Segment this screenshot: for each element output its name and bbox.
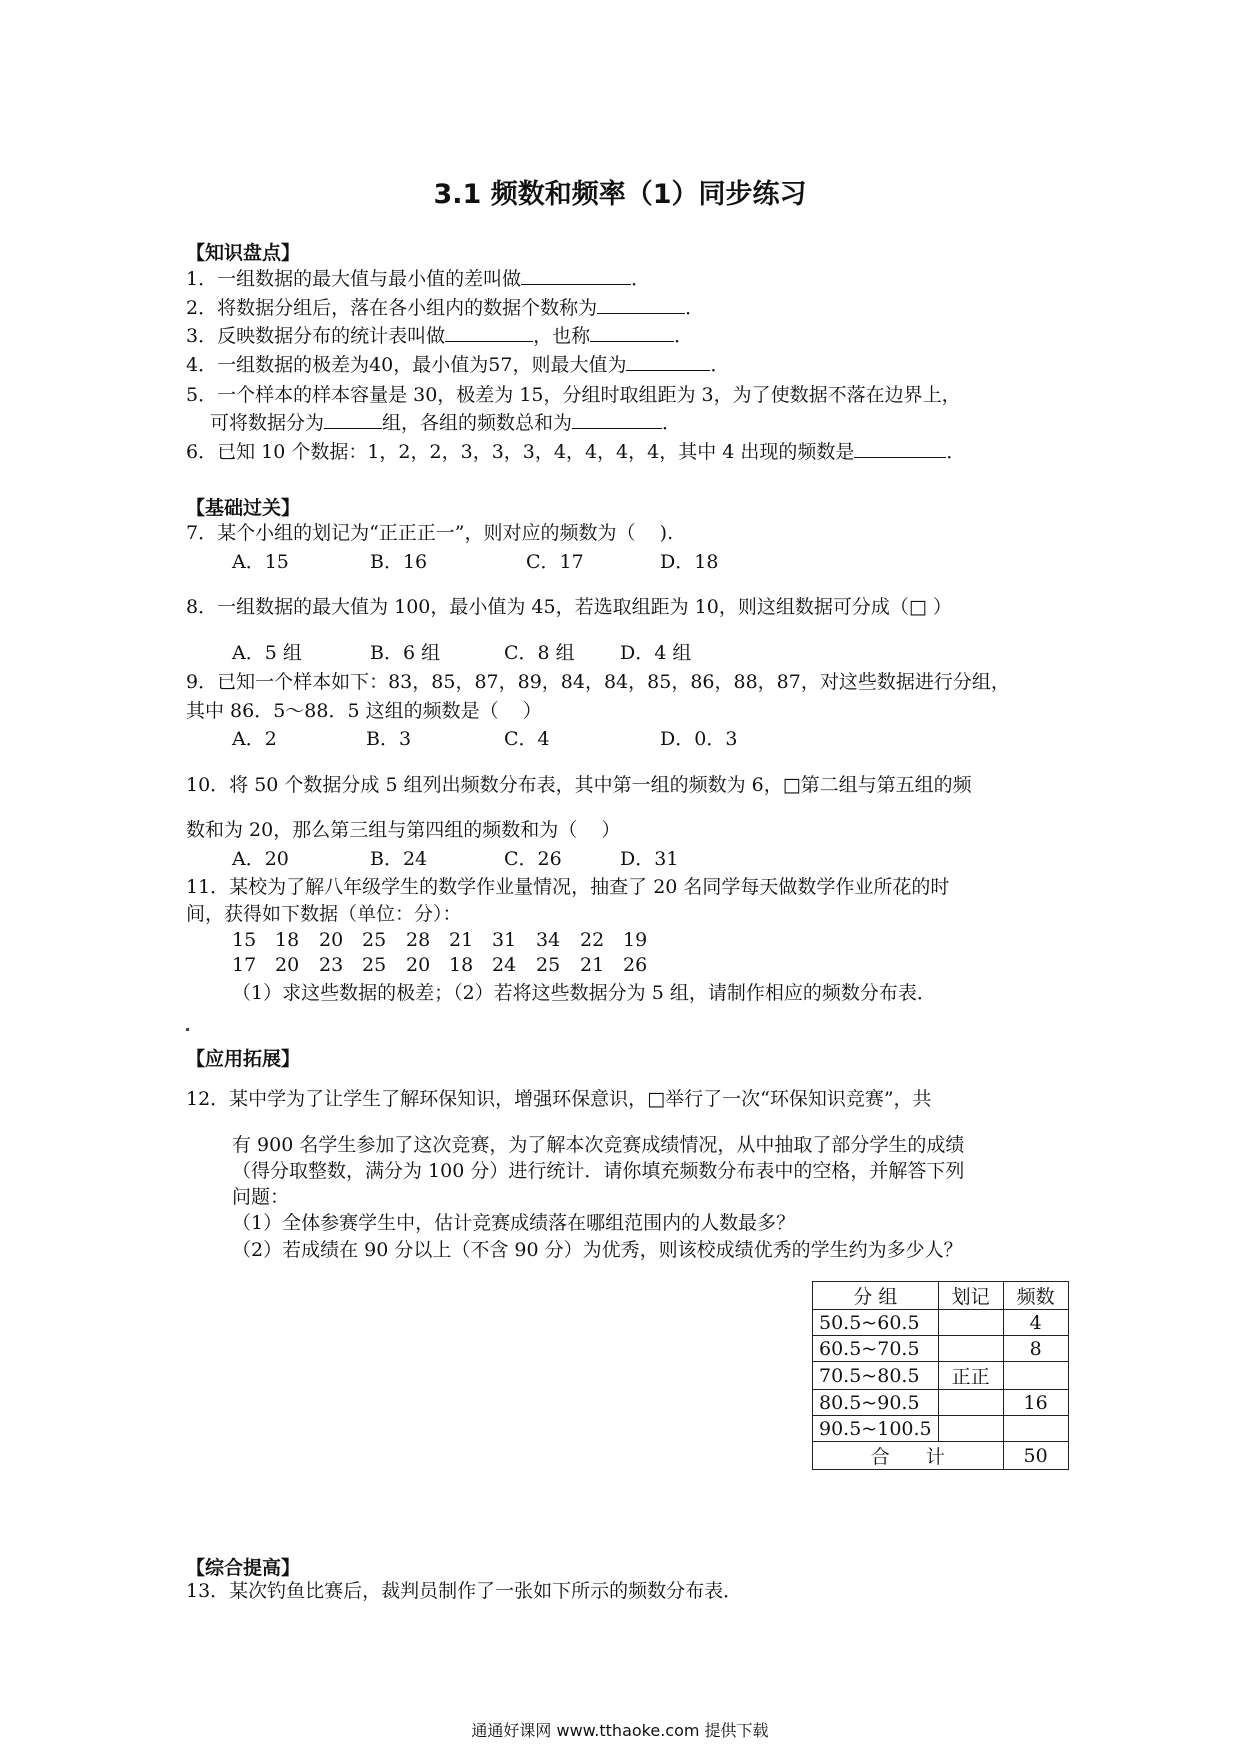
data-value: 25	[536, 954, 561, 976]
total-label: 合 计	[813, 1442, 1004, 1470]
data-value: 17	[232, 954, 257, 976]
frequency-cell: 8	[1003, 1336, 1068, 1362]
answer-blank	[445, 340, 533, 342]
question-12-line-6: （2）若成绩在 90 分以上（不含 90 分）为优秀，则该校成绩优秀的学生约为多少人？	[232, 1239, 963, 1261]
table-row	[813, 1390, 1069, 1416]
frequency-cell	[1003, 1362, 1068, 1390]
answer-blank	[597, 312, 685, 314]
question-11-line-1: 11．某校为了解八年级学生的数学作业量情况，抽查了 20 名同学每天做数学作业所花的时	[186, 876, 950, 898]
table-header-row	[813, 1282, 1069, 1310]
question-2-text: 2．将数据分组后，落在各小组内的数据个数称为	[186, 297, 598, 319]
column-header-tally: 划记	[938, 1282, 1003, 1310]
question-7: 7．某个小组的划记为“正正正一”，则对应的频数为（ ).	[186, 522, 674, 544]
data-value: 34	[536, 929, 561, 951]
data-value: 25	[362, 954, 387, 976]
tally-cell	[938, 1390, 1003, 1416]
question-11-line-3: （1）求这些数据的极差；（2）若将这些数据分为 5 组，请制作相应的频数分布表．	[232, 982, 936, 1004]
answer-blank	[590, 340, 674, 342]
data-value: 21	[449, 929, 474, 951]
question-2: 2．将数据分组后，落在各小组内的数据个数称为 ．	[186, 297, 705, 319]
data-value: 24	[492, 954, 517, 976]
section-heading-knowledge: 【知识盘点】	[186, 242, 301, 264]
option-b: B．3	[366, 728, 412, 750]
data-value: 21	[580, 954, 605, 976]
question-12-line-4: 问题：	[232, 1186, 290, 1208]
data-value: 19	[623, 929, 648, 951]
option-b: B．6 组	[370, 642, 441, 664]
question-10-line-2: 数和为 20，那么第三组与第四组的频数和为（ ）	[186, 819, 621, 841]
question-6: 6．已知 10 个数据：1，2，2，3，3，3，4，4，4，4，其中 4 出现的频数是 ．	[186, 441, 966, 463]
data-value: 20	[406, 954, 431, 976]
question-8: 8．一组数据的最大值为 100，最小值为 45，若选取组距为 10，则这组数据可分成（□ ）	[186, 596, 952, 618]
frequency-table	[812, 1281, 1069, 1470]
data-value: 28	[406, 929, 431, 951]
scan-mark	[186, 1028, 189, 1031]
answer-blank	[521, 283, 631, 285]
data-value: 31	[492, 929, 517, 951]
group-cell: 80.5~90.5	[813, 1390, 939, 1416]
section-heading-comprehensive: 【综合提高】	[186, 1557, 301, 1579]
question-12-line-2: 有 900 名学生参加了这次竞赛，为了解本次竞赛成绩情况，从中抽取了部分学生的成绩	[232, 1134, 965, 1156]
data-value: 23	[319, 954, 344, 976]
table-total-row	[813, 1442, 1069, 1470]
answer-blank	[324, 427, 382, 429]
question-6-text: 6．已知 10 个数据：1，2，2，3，3，3，4，4，4，4，其中 4 出现的频数是	[186, 441, 855, 463]
option-d: D．0．3	[660, 728, 738, 750]
question-12-line-3: （得分取整数，满分为 100 分）进行统计．请你填充频数分布表中的空格，并解答下列	[232, 1160, 965, 1182]
data-value: 18	[449, 954, 474, 976]
answer-blank	[626, 369, 710, 371]
table-row	[813, 1362, 1069, 1390]
table-row	[813, 1310, 1069, 1336]
option-a: A．5 组	[232, 642, 302, 664]
question-3-text-2: ，也称	[533, 325, 591, 347]
question-3: 3．反映数据分布的统计表叫做 ，也称 ．	[186, 325, 694, 347]
data-value: 15	[232, 929, 257, 951]
data-value: 26	[623, 954, 648, 976]
option-c: C．4	[504, 728, 550, 750]
total-value: 50	[1003, 1442, 1068, 1470]
data-value: 20	[275, 954, 300, 976]
frequency-cell	[1003, 1416, 1068, 1442]
option-a: A．2	[232, 728, 277, 750]
question-3-text: 3．反映数据分布的统计表叫做	[186, 325, 446, 347]
data-value: 25	[362, 929, 387, 951]
question-1: 1．一组数据的最大值与最小值的差叫做 ．	[186, 268, 651, 290]
option-a: A．20	[232, 848, 289, 870]
question-10-line-1: 10．将 50 个数据分成 5 组列出频数分布表，其中第一组的频数为 6，□第二组与第五组的频	[186, 774, 972, 796]
section-heading-application: 【应用拓展】	[186, 1048, 301, 1070]
section-heading-basics: 【基础过关】	[186, 497, 301, 519]
column-header-frequency: 频数	[1003, 1282, 1068, 1310]
question-9-line-2: 其中 86．5～88．5 这组的频数是（ ）	[186, 700, 542, 722]
answer-blank	[572, 427, 662, 429]
question-4-text: 4．一组数据的极差为40，最小值为57，则最大值为	[186, 354, 627, 376]
data-value: 18	[275, 929, 300, 951]
option-a: A．15	[232, 551, 289, 573]
question-5-text: 可将数据分为	[210, 412, 325, 434]
page-footer: 通通好课网 www.tthaoke.com 提供下载	[471, 1721, 769, 1740]
option-b: B．16	[370, 551, 428, 573]
question-13: 13．某次钓鱼比赛后，裁判员制作了一张如下所示的频数分布表．	[186, 1580, 743, 1602]
option-b: B．24	[370, 848, 428, 870]
question-11-line-2: 间，获得如下数据（单位：分）：	[186, 903, 462, 925]
table-row	[813, 1336, 1069, 1362]
tally-cell	[938, 1336, 1003, 1362]
option-d: D．18	[660, 551, 719, 573]
question-5-text-2: 组，各组的频数总和为	[382, 412, 573, 434]
question-9-line-1: 9．已知一个样本如下：83，85，87，89，84，84，85，86，88，87，对这些数据进行分组，	[186, 671, 1010, 693]
question-1-text: 1．一组数据的最大值与最小值的差叫做	[186, 268, 522, 290]
tally-cell	[938, 1416, 1003, 1442]
question-4: 4．一组数据的极差为40，最小值为57，则最大值为 ．	[186, 354, 730, 376]
page-title: 3.1 频数和频率（1）同步练习	[433, 179, 807, 210]
option-d: D．31	[620, 848, 679, 870]
frequency-cell: 4	[1003, 1310, 1068, 1336]
option-c: C．8 组	[504, 642, 575, 664]
question-12-line-5: （1）全体参赛学生中，估计竞赛成绩落在哪组范围内的人数最多？	[232, 1212, 796, 1234]
question-5-line-1: 5．一个样本的样本容量是 30，极差为 15，分组时取组距为 3，为了使数据不落在边界上，	[186, 384, 961, 406]
data-value: 22	[580, 929, 605, 951]
frequency-cell: 16	[1003, 1390, 1068, 1416]
option-c: C．17	[526, 551, 584, 573]
group-cell: 60.5~70.5	[813, 1336, 939, 1362]
tally-cell: 正正	[938, 1362, 1003, 1390]
question-5-line-2: 可将数据分为 组，各组的频数总和为 ．	[210, 412, 682, 434]
column-header-group: 分 组	[813, 1282, 939, 1310]
option-d: D．4 组	[620, 642, 692, 664]
group-cell: 50.5~60.5	[813, 1310, 939, 1336]
table-row	[813, 1416, 1069, 1442]
answer-blank	[854, 456, 946, 458]
question-12-line-1: 12．某中学为了让学生了解环保知识，增强环保意识，□举行了一次“环保知识竞赛”，共	[186, 1088, 932, 1110]
tally-cell	[938, 1310, 1003, 1336]
data-value: 20	[319, 929, 344, 951]
option-c: C．26	[504, 848, 562, 870]
group-cell: 70.5~80.5	[813, 1362, 939, 1390]
group-cell: 90.5~100.5	[813, 1416, 939, 1442]
